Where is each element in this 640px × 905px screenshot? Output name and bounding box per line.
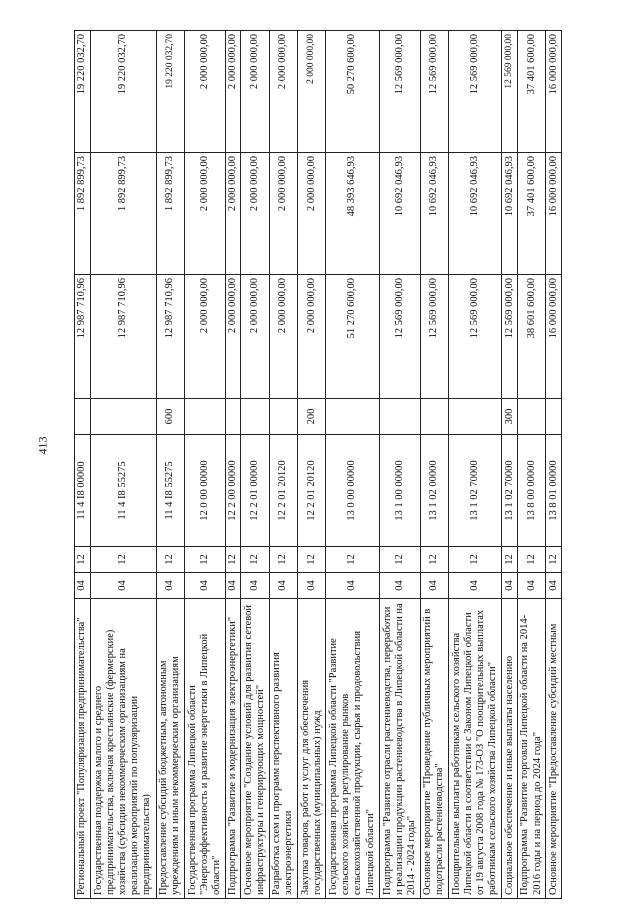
row-amount-3: 19 220 032,70: [90, 31, 156, 153]
row-expense-type: 200: [298, 399, 326, 435]
row-amount-2: 10 692 046,93: [420, 153, 448, 275]
row-name: Подпрограмма "Развитие и модернизация электроэнергетики": [225, 599, 241, 899]
row-target-article: 11 4 I8 55275: [156, 435, 184, 547]
row-subsection: 12: [225, 547, 241, 573]
row-amount-1: 12 569 000,00: [502, 275, 518, 399]
row-subsection: 12: [156, 547, 184, 573]
table-row: [184, 31, 225, 899]
row-amount-3: 12 569 000,00: [420, 31, 448, 153]
row-amount-3: 12 569 000,00: [448, 31, 501, 153]
row-subsection: 12: [184, 547, 225, 573]
row-amount-2: 1 892 899,73: [75, 153, 91, 275]
row-expense-type: [546, 399, 562, 435]
row-subsection: 12: [75, 547, 91, 573]
row-expense-type: [75, 399, 91, 435]
row-name: Разработка схем и программ перспективного развития электроэнергетики: [269, 599, 297, 899]
row-amount-1: 12 569 000,00: [420, 275, 448, 399]
table-row: [420, 31, 448, 899]
row-amount-2: 16 000 000,00: [546, 153, 562, 275]
table-row: [241, 31, 269, 899]
row-name: Поощрительные выплаты работникам сельского хозяйства Липецкой области в соответствии с Законом Липецкой области от 19 августа 2008 года № 173-ОЗ "О поощрительных выплатах работникам сельского хозяйства Липецкой области": [448, 599, 501, 899]
row-name: Основное мероприятие "Предоставление субсидий местным: [546, 599, 562, 899]
row-name: Основное мероприятие "Создание условий для развития сетевой инфраструктуры и генерирующих мощностей": [241, 599, 269, 899]
row-amount-1: 2 000 000,00: [225, 275, 241, 399]
row-section: 04: [546, 573, 562, 599]
row-expense-type: 300: [502, 399, 518, 435]
table-row: [156, 31, 184, 899]
row-target-article: 11 4 I8 00000: [75, 435, 91, 547]
row-expense-type: [379, 399, 420, 435]
row-target-article: 13 8 01 00000: [546, 435, 562, 547]
row-amount-2: 2 000 000,00: [269, 153, 297, 275]
row-name: Региональный проект "Популяризация предпринимательства": [75, 599, 91, 899]
table-row: [517, 31, 545, 899]
row-name: Закупка товаров, работ и услуг для обеспечения государственных (муниципальных) нужд: [298, 599, 326, 899]
table-row: [502, 31, 518, 899]
row-section: 04: [326, 573, 379, 599]
row-expense-type: [448, 399, 501, 435]
row-amount-3: 16 000 000,00: [546, 31, 562, 153]
row-subsection: 12: [241, 547, 269, 573]
row-expense-type: [90, 399, 156, 435]
row-amount-2: 10 692 046,93: [502, 153, 518, 275]
row-amount-2: 2 000 000,00: [298, 153, 326, 275]
row-subsection: 12: [326, 547, 379, 573]
row-section: 04: [298, 573, 326, 599]
table-row: [379, 31, 420, 899]
row-target-article: 12 2 01 20120: [298, 435, 326, 547]
row-subsection: 12: [90, 547, 156, 573]
row-section: 04: [517, 573, 545, 599]
table-row: [225, 31, 241, 899]
row-amount-3: 19 220 032,70: [75, 31, 91, 153]
row-subsection: 12: [517, 547, 545, 573]
row-amount-1: 51 270 600,00: [326, 275, 379, 399]
row-section: 04: [90, 573, 156, 599]
row-amount-3: 2 000 000,00: [225, 31, 241, 153]
row-target-article: 13 1 02 70000: [448, 435, 501, 547]
row-target-article: 13 1 00 00000: [379, 435, 420, 547]
row-subsection: 12: [298, 547, 326, 573]
row-amount-1: 38 601 600,00: [517, 275, 545, 399]
row-amount-3: 12 569 000,00: [379, 31, 420, 153]
row-expense-type: 600: [156, 399, 184, 435]
row-section: 04: [379, 573, 420, 599]
row-amount-1: 16 000 000,00: [546, 275, 562, 399]
row-name: Предоставление субсидий бюджетным, автономным учреждениям и иным некоммерческим организациям: [156, 599, 184, 899]
row-subsection: 12: [420, 547, 448, 573]
row-target-article: 12 2 00 00000: [225, 435, 241, 547]
row-expense-type: [225, 399, 241, 435]
row-amount-1: 2 000 000,00: [269, 275, 297, 399]
row-section: 04: [448, 573, 501, 599]
row-section: 04: [75, 573, 91, 599]
row-target-article: 12 2 01 20120: [269, 435, 297, 547]
table-row: [90, 31, 156, 899]
row-amount-2: 10 692 046,93: [379, 153, 420, 275]
row-expense-type: [517, 399, 545, 435]
row-amount-3: 2 000 000,00: [184, 31, 225, 153]
table-row: [298, 31, 326, 899]
row-amount-2: 2 000 000,00: [184, 153, 225, 275]
row-section: 04: [241, 573, 269, 599]
row-name: Государственная поддержка малого и среднего предпринимательства, включая крестьянские (фермерские) хозяйства (субсидии некоммерческим организациям на реализацию мероприятий по популяризации предпринимательства): [90, 599, 156, 899]
row-amount-3: 37 401 600,00: [517, 31, 545, 153]
row-section: 04: [502, 573, 518, 599]
table-row: [75, 31, 91, 899]
row-amount-2: 2 000 000,00: [241, 153, 269, 275]
row-amount-3: 12 569 000,00: [502, 31, 518, 153]
row-amount-3: 50 270 600,00: [326, 31, 379, 153]
row-amount-3: 2 000 000,00: [241, 31, 269, 153]
row-subsection: 12: [269, 547, 297, 573]
row-expense-type: [184, 399, 225, 435]
row-amount-1: 12 569 000,00: [379, 275, 420, 399]
row-subsection: 12: [546, 547, 562, 573]
row-amount-3: 19 220 032,70: [156, 31, 184, 153]
row-subsection: 12: [502, 547, 518, 573]
row-expense-type: [269, 399, 297, 435]
row-name: Государственная программа Липецкой области "Энергоэффективность и развитие энергетики в Липецкой области": [184, 599, 225, 899]
row-target-article: 12 2 01 00000: [241, 435, 269, 547]
row-target-article: 13 8 00 00000: [517, 435, 545, 547]
row-name: Подпрограмма "Развитие торговли Липецкой области на 2014-2016 годы и на период до 2024 года": [517, 599, 545, 899]
row-section: 04: [269, 573, 297, 599]
row-amount-1: 2 000 000,00: [298, 275, 326, 399]
row-amount-1: 12 569 000,00: [448, 275, 501, 399]
row-subsection: 12: [379, 547, 420, 573]
row-expense-type: [420, 399, 448, 435]
row-name: Государственная программа Липецкой области "Развитие сельского хозяйства и регулирование рынков сельскохозяйственной продукции, сырья и продовольствия Липецкой области": [326, 599, 379, 899]
row-target-article: 11 4 I8 55275: [90, 435, 156, 547]
table-row: [546, 31, 562, 899]
row-subsection: 12: [448, 547, 501, 573]
row-amount-2: 2 000 000,00: [225, 153, 241, 275]
table-row: [448, 31, 501, 899]
page-number: 413: [35, 436, 50, 455]
row-target-article: 13 1 02 00000: [420, 435, 448, 547]
row-section: 04: [225, 573, 241, 599]
row-section: 04: [184, 573, 225, 599]
row-amount-2: 48 393 646,93: [326, 153, 379, 275]
row-section: 04: [420, 573, 448, 599]
table-row: [326, 31, 379, 899]
row-amount-2: 1 892 899,73: [156, 153, 184, 275]
row-amount-1: 12 987 710,96: [90, 275, 156, 399]
row-amount-1: 2 000 000,00: [184, 275, 225, 399]
row-section: 04: [156, 573, 184, 599]
row-name: Социальное обеспечение и иные выплаты населению: [502, 599, 518, 899]
table-row: [269, 31, 297, 899]
row-target-article: 12 0 00 00000: [184, 435, 225, 547]
row-amount-1: 12 987 710,96: [156, 275, 184, 399]
row-amount-2: 10 692 046,93: [448, 153, 501, 275]
row-target-article: 13 0 00 00000: [326, 435, 379, 547]
row-amount-1: 12 987 710,96: [75, 275, 91, 399]
row-amount-3: 2 000 000,00: [269, 31, 297, 153]
row-amount-2: 37 401 600,00: [517, 153, 545, 275]
row-name: Основное мероприятие "Проведение публичных мероприятий в подотрасли растениеводства": [420, 599, 448, 899]
budget-table: [74, 30, 562, 899]
row-amount-2: 1 892 899,73: [90, 153, 156, 275]
row-expense-type: [241, 399, 269, 435]
row-name: Подпрограмма "Развитие отрасли растениеводства, переработки и реализации продукции растениеводства в Липецкой области на 2014 - 2024 годы": [379, 599, 420, 899]
row-amount-3: 2 000 000,00: [298, 31, 326, 153]
row-expense-type: [326, 399, 379, 435]
row-target-article: 13 1 02 70000: [502, 435, 518, 547]
row-amount-1: 2 000 000,00: [241, 275, 269, 399]
